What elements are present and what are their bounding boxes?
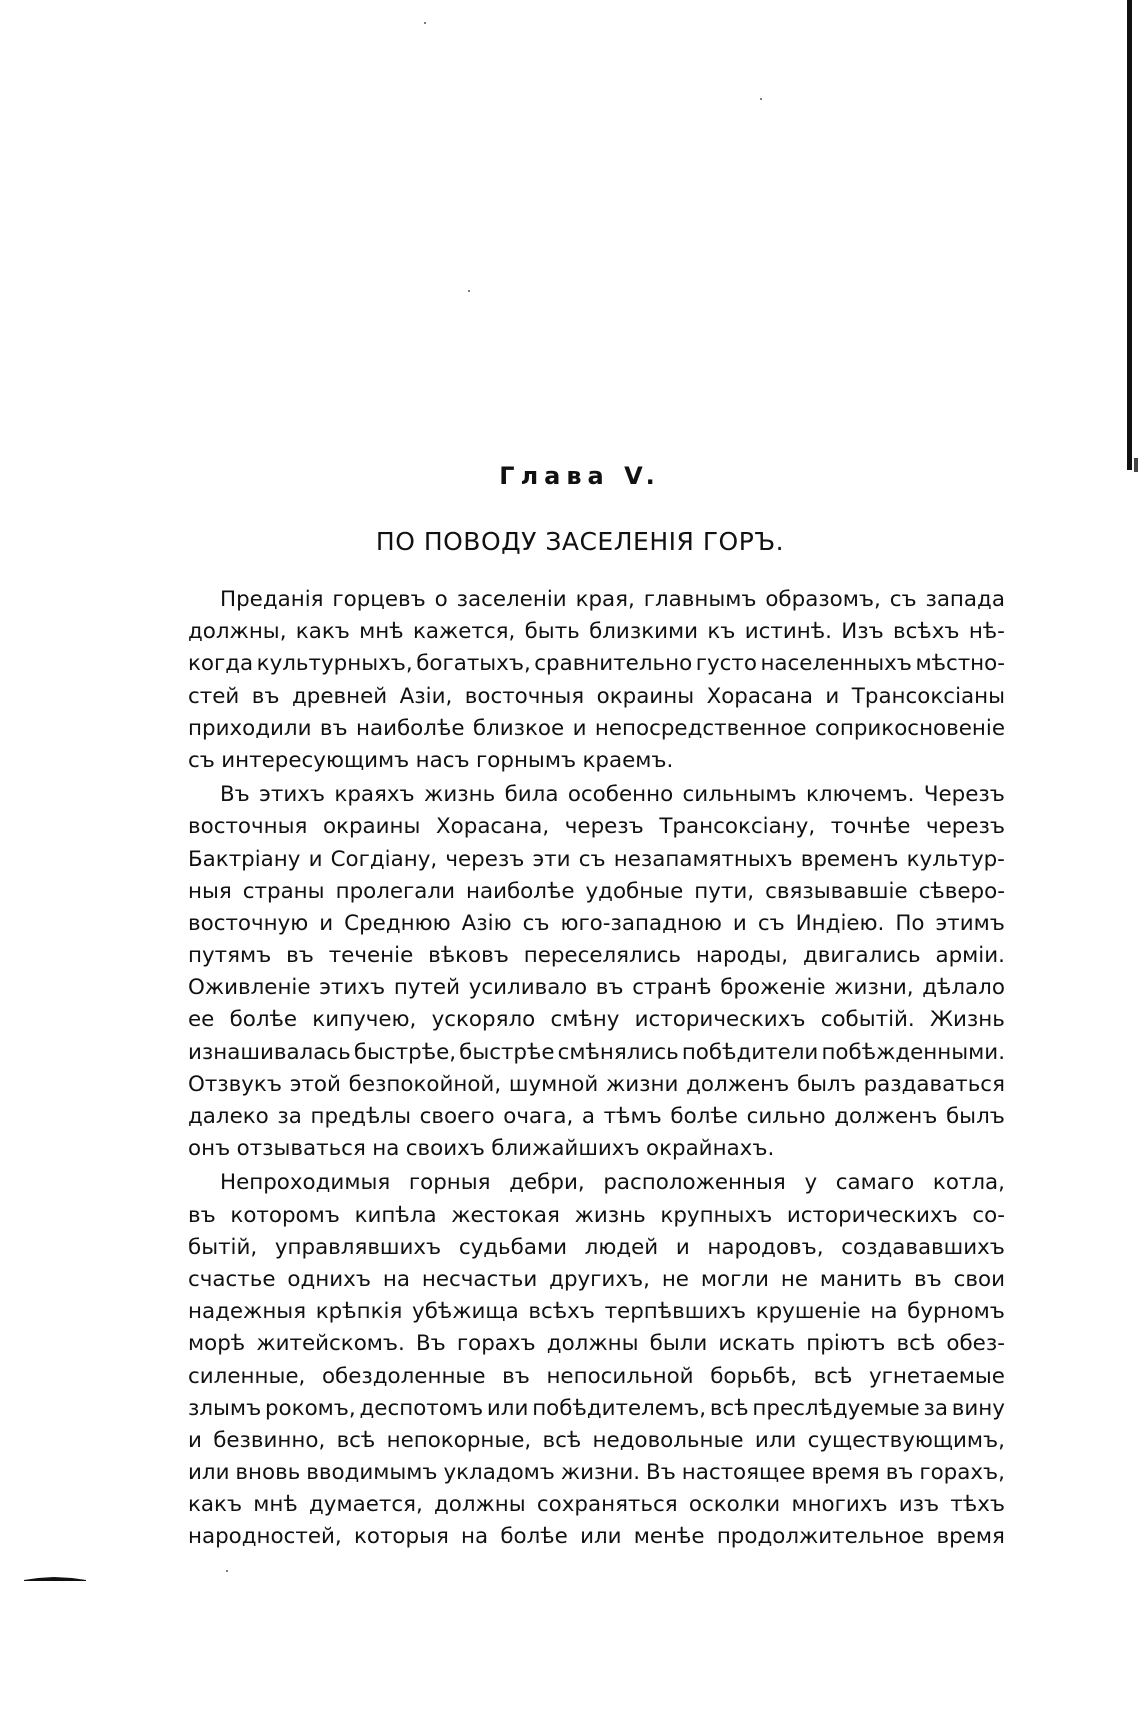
text-line: силенные, обездоленные въ непосильной борьбѣ, всѣ угнетаемые — [188, 1363, 1005, 1389]
text-line: морѣ житейскомъ. Въ горахъ должны были искать пріютъ всѣ обез- — [188, 1331, 1005, 1357]
text-line: злымъ рокомъ, деспотомъ или побѣдителемъ, всѣ преслѣдуемые за вину — [188, 1395, 1005, 1421]
text-line: народностей, которыя на болѣе или менѣе продолжительное время — [188, 1524, 1005, 1550]
paragraph — [188, 1167, 1005, 1553]
text-line: ныя страны пролегали наиболѣе удобные пути, связывавшіе сѣверо- — [188, 878, 1005, 904]
text-line: Въ этихъ краяхъ жизнь била особенно сильнымъ ключемъ. Черезъ — [220, 782, 1005, 808]
paragraph — [188, 584, 1005, 777]
scan-speck — [226, 1570, 228, 1572]
text-line: какъ мнѣ думается, должны сохраняться осколки многихъ изъ тѣхъ — [188, 1492, 1005, 1518]
text-line: или вновь вводимымъ укладомъ жизни. Въ настоящее время въ горахъ, — [188, 1460, 1005, 1486]
text-line: надежныя крѣпкія убѣжища всѣхъ терпѣвшихъ крушеніе на бурномъ — [188, 1299, 1005, 1325]
text-line: Отзвукъ этой безпокойной, шумной жизни долженъ былъ раздаваться — [188, 1071, 1005, 1097]
chapter-heading: Глава V. — [499, 462, 661, 490]
scan-edge-mark — [1127, 0, 1132, 470]
chapter-title: ПО ПОВОДУ ЗАСЕЛЕНІЯ ГОРЪ. — [375, 527, 785, 556]
text-line: онъ отзываться на своихъ ближайшихъ окрайнахъ. — [188, 1136, 775, 1162]
text-line: счастье однихъ на несчастьи другихъ, не могли не манить въ свои — [188, 1266, 1005, 1292]
text-line: въ которомъ кипѣла жестокая жизнь крупныхъ историческихъ со- — [188, 1202, 1005, 1228]
text-line: когда культурныхъ, богатыхъ, сравнительно густо населенныхъ мѣстно- — [188, 651, 1005, 677]
text-line: изнашивалась быстрѣе, быстрѣе смѣнялись побѣдители побѣжденными. — [188, 1039, 1005, 1065]
text-line: ее болѣе кипучею, ускоряло смѣну историческихъ событій. Жизнь — [188, 1007, 1005, 1033]
text-line: стей въ древней Азіи, восточныя окраины Хорасана и Трансоксіаны — [188, 683, 1005, 709]
text-line: должны, какъ мнѣ кажется, быть близкими къ истинѣ. Изъ всѣхъ нѣ- — [188, 619, 1005, 645]
scan-corner-mark — [24, 1576, 86, 1582]
scan-speck — [468, 290, 470, 292]
chapter-body — [188, 584, 1005, 1554]
text-line: съ интересующимъ насъ горнымъ краемъ. — [188, 747, 674, 773]
text-line: восточную и Среднюю Азію съ юго-западною и съ Индіею. По этимъ — [188, 910, 1005, 936]
scan-speck — [424, 22, 426, 24]
text-line: бытій, управлявшихъ судьбами людей и народовъ, создававшихъ — [188, 1234, 1005, 1260]
text-line: Бактріану и Согдіану, черезъ эти съ незапамятныхъ временъ культур- — [188, 846, 1005, 872]
scan-speck — [760, 98, 762, 100]
text-line: далеко за предѣлы своего очага, а тѣмъ болѣе сильно долженъ былъ — [188, 1104, 1005, 1129]
text-line: и безвинно, всѣ непокорные, всѣ недовольные или существующимъ, — [188, 1427, 1005, 1453]
text-line: путямъ въ теченіе вѣковъ переселялись народы, двигались арміи. — [188, 943, 1005, 969]
text-line: приходили въ наиболѣе близкое и непосредственное соприкосновеніе — [188, 715, 1005, 741]
text-line: Непроходимыя горныя дебри, расположенныя у самаго котла, — [220, 1170, 1005, 1196]
paragraph — [188, 779, 1005, 1165]
text-line: Преданія горцевъ о заселеніи края, главнымъ образомъ, съ запада — [220, 587, 1005, 612]
text-line: Оживленіе этихъ путей усиливало въ странѣ броженіе жизни, дѣлало — [188, 975, 1005, 1001]
text-line: восточныя окраины Хорасана, черезъ Трансоксіану, точнѣе черезъ — [188, 814, 1005, 840]
